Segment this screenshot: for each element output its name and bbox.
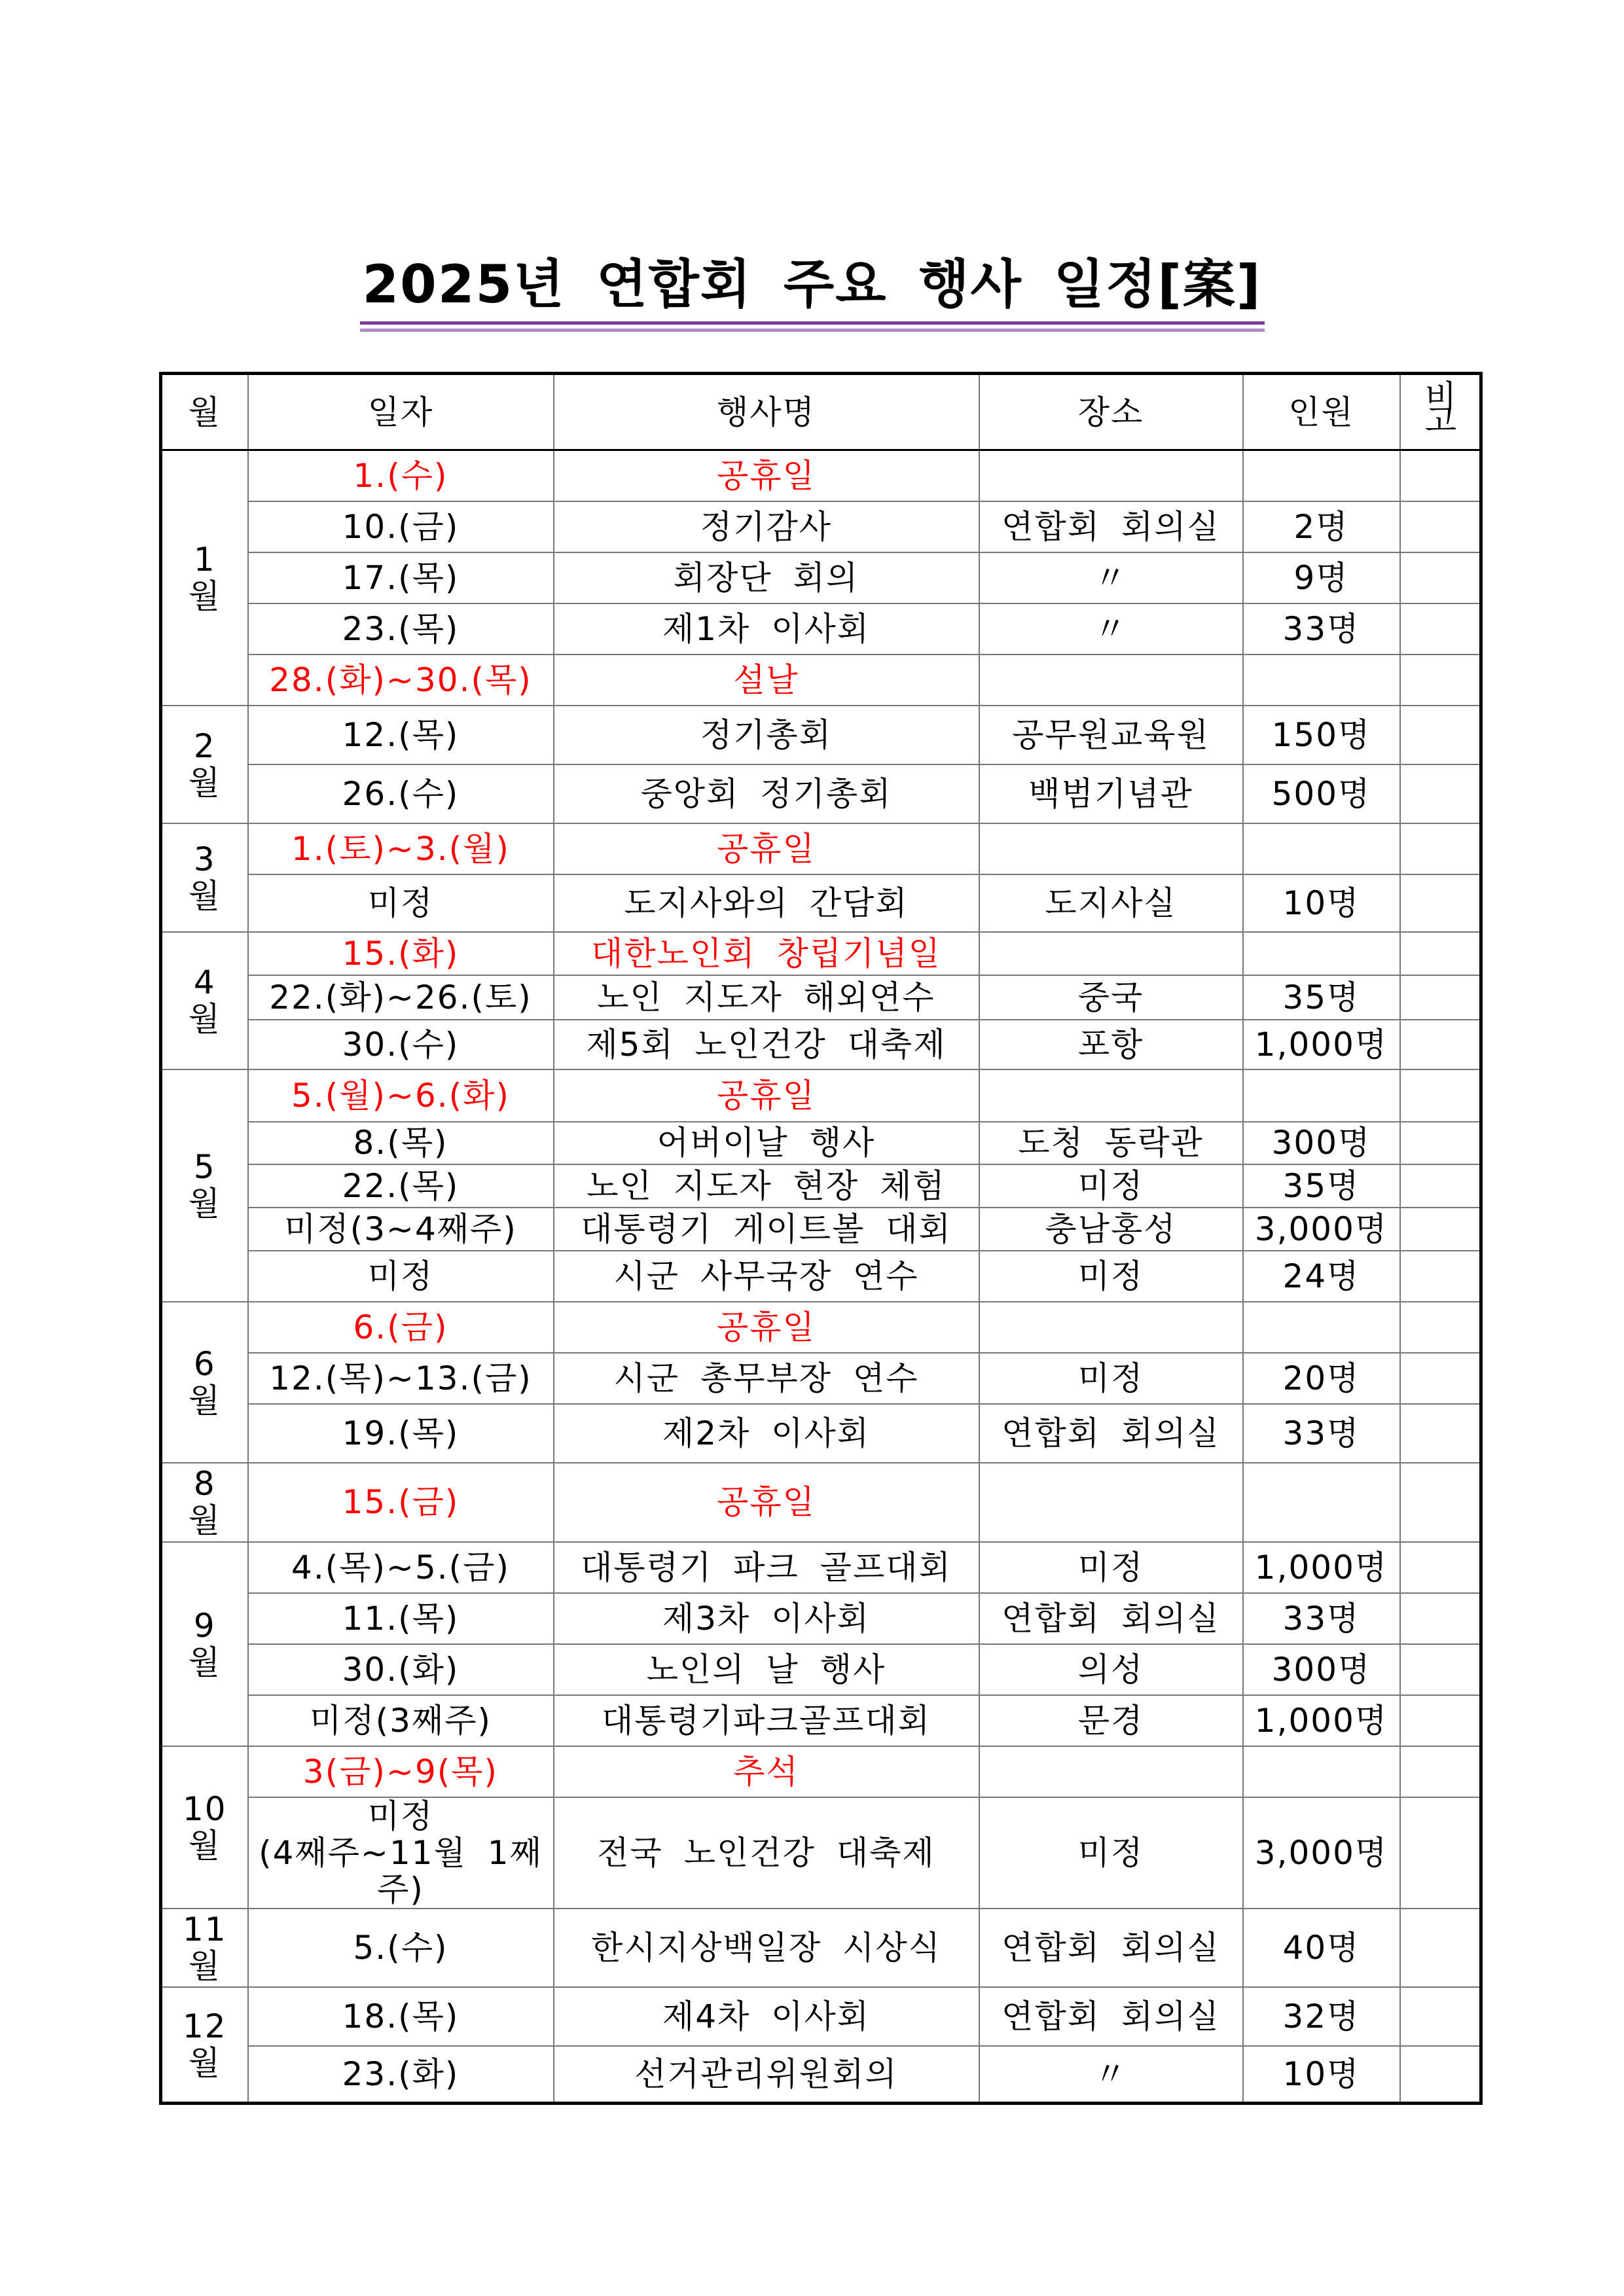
note-cell — [1400, 552, 1481, 603]
date-cell: 미정(3째주) — [248, 1695, 554, 1746]
event-cell: 한시지상백일장 시상식 — [554, 1909, 979, 1987]
people-cell — [1243, 655, 1400, 706]
note-cell — [1400, 1069, 1481, 1122]
date-cell: 23.(목) — [248, 603, 554, 655]
event-cell: 노인의 날 행사 — [554, 1644, 979, 1695]
month-number: 4 — [193, 963, 216, 1001]
month-cell — [161, 1746, 248, 1909]
table-row — [161, 1987, 1481, 2046]
month-unit: 월 — [188, 999, 221, 1038]
event-cell: 공휴일 — [554, 1463, 979, 1542]
header-note — [1400, 374, 1481, 450]
title-container — [0, 252, 1624, 325]
event-cell: 대통령기 게이트볼 대회 — [554, 1208, 979, 1251]
people-cell: 9명 — [1243, 552, 1400, 603]
place-cell: 미정 — [979, 1164, 1243, 1208]
event-cell: 어버이날 행사 — [554, 1122, 979, 1164]
month-number: 1 — [193, 540, 216, 579]
place-cell: 포항 — [979, 1020, 1243, 1069]
people-cell: 3,000명 — [1243, 1797, 1400, 1909]
date-cell — [248, 1797, 554, 1909]
table-row — [161, 450, 1481, 501]
place-cell: 연합회 회의실 — [979, 1987, 1243, 2046]
place-cell: 도지사실 — [979, 874, 1243, 932]
people-cell: 300명 — [1243, 1644, 1400, 1695]
place-cell — [979, 1069, 1243, 1122]
month-number: 5 — [193, 1148, 216, 1186]
date-cell: 23.(화) — [248, 2046, 554, 2104]
header-month: 월 — [161, 374, 248, 450]
people-cell: 1,000명 — [1243, 1542, 1400, 1593]
place-cell: 중국 — [979, 975, 1243, 1020]
people-cell: 500명 — [1243, 764, 1400, 823]
table-row — [161, 764, 1481, 823]
note-cell — [1400, 823, 1481, 874]
table-row — [161, 975, 1481, 1020]
month-unit: 월 — [188, 1501, 221, 1539]
people-cell: 1,000명 — [1243, 1020, 1400, 1069]
date-cell: 15.(화) — [248, 932, 554, 975]
note-cell — [1400, 1302, 1481, 1353]
table-row — [161, 1404, 1481, 1463]
event-cell: 추석 — [554, 1746, 979, 1797]
note-cell — [1400, 1797, 1481, 1909]
event-cell: 대한노인회 창립기념일 — [554, 932, 979, 975]
event-cell: 공휴일 — [554, 1302, 979, 1353]
event-cell: 대통령기파크골프대회 — [554, 1695, 979, 1746]
schedule-table — [159, 372, 1483, 2105]
event-cell: 시군 총무부장 연수 — [554, 1353, 979, 1404]
date-cell: 18.(목) — [248, 1987, 554, 2046]
month-number: 12 — [182, 2007, 227, 2045]
month-cell — [161, 1302, 248, 1463]
month-cell — [161, 932, 248, 1069]
date-cell: 5.(월)~6.(화) — [248, 1069, 554, 1122]
table-row — [161, 1208, 1481, 1251]
table-row — [161, 1463, 1481, 1542]
month-cell — [161, 823, 248, 932]
event-cell: 제4차 이사회 — [554, 1987, 979, 2046]
note-cell — [1400, 1353, 1481, 1404]
event-cell: 회장단 회의 — [554, 552, 979, 603]
people-cell — [1243, 450, 1400, 501]
date-cell: 미정 — [248, 874, 554, 932]
event-cell: 공휴일 — [554, 1069, 979, 1122]
table-row — [161, 1164, 1481, 1208]
date-cell: 22.(목) — [248, 1164, 554, 1208]
people-cell: 3,000명 — [1243, 1208, 1400, 1251]
month-unit: 월 — [188, 876, 221, 915]
month-cell — [161, 1463, 248, 1542]
note-cell — [1400, 1593, 1481, 1644]
note-cell — [1400, 1695, 1481, 1746]
note-cell — [1400, 1020, 1481, 1069]
note-cell — [1400, 932, 1481, 975]
table-row — [161, 1542, 1481, 1593]
table-row — [161, 1122, 1481, 1164]
note-cell — [1400, 603, 1481, 655]
table-row — [161, 1302, 1481, 1353]
place-cell: 백범기념관 — [979, 764, 1243, 823]
people-cell: 33명 — [1243, 1593, 1400, 1644]
month-unit: 월 — [188, 763, 221, 802]
note-cell — [1400, 1909, 1481, 1987]
place-cell: 미정 — [979, 1353, 1243, 1404]
note-cell — [1400, 1164, 1481, 1208]
date-cell: 8.(목) — [248, 1122, 554, 1164]
note-cell — [1400, 655, 1481, 706]
month-unit: 월 — [188, 1946, 221, 1985]
date-cell: 26.(수) — [248, 764, 554, 823]
month-number: 3 — [193, 840, 216, 878]
place-cell: 미정 — [979, 1251, 1243, 1302]
table-row — [161, 1593, 1481, 1644]
date-line-1: 미정 — [367, 1797, 434, 1835]
people-cell: 32명 — [1243, 1987, 1400, 2046]
event-cell: 제2차 이사회 — [554, 1404, 979, 1463]
note-cell — [1400, 1987, 1481, 2046]
date-cell: 미정(3~4째주) — [248, 1208, 554, 1251]
event-cell: 제5회 노인건강 대축제 — [554, 1020, 979, 1069]
people-cell: 1,000명 — [1243, 1695, 1400, 1746]
note-cell — [1400, 1542, 1481, 1593]
table-row — [161, 1909, 1481, 1987]
month-number: 8 — [193, 1465, 216, 1503]
place-cell — [979, 655, 1243, 706]
note-cell — [1400, 764, 1481, 823]
people-cell — [1243, 823, 1400, 874]
month-cell — [161, 1909, 248, 1987]
place-cell: 연합회 회의실 — [979, 1909, 1243, 1987]
event-cell: 정기총회 — [554, 706, 979, 764]
date-cell: 10.(금) — [248, 501, 554, 552]
header-note-text: 비고 — [1424, 378, 1458, 440]
event-cell: 시군 사무국장 연수 — [554, 1251, 979, 1302]
place-cell: 도청 동락관 — [979, 1122, 1243, 1164]
header-people: 인원 — [1243, 374, 1400, 450]
place-cell: 문경 — [979, 1695, 1243, 1746]
note-cell — [1400, 1122, 1481, 1164]
month-cell — [161, 450, 248, 706]
table-row — [161, 874, 1481, 932]
place-cell — [979, 1463, 1243, 1542]
event-cell: 공휴일 — [554, 823, 979, 874]
month-cell — [161, 1542, 248, 1746]
people-cell — [1243, 932, 1400, 975]
month-cell — [161, 706, 248, 823]
people-cell: 35명 — [1243, 975, 1400, 1020]
event-cell: 노인 지도자 현장 체험 — [554, 1164, 979, 1208]
place-cell: 미정 — [979, 1542, 1243, 1593]
header-date: 일자 — [248, 374, 554, 450]
event-cell: 중앙회 정기총회 — [554, 764, 979, 823]
page-title: 2025년 연합회 주요 행사 일정[案] — [360, 252, 1265, 325]
month-number: 11 — [182, 1910, 227, 1948]
place-cell: 공무원교육원 — [979, 706, 1243, 764]
table-row — [161, 1251, 1481, 1302]
date-cell: 28.(화)~30.(목) — [248, 655, 554, 706]
table-row — [161, 1353, 1481, 1404]
table-row — [161, 932, 1481, 975]
date-cell: 5.(수) — [248, 1909, 554, 1987]
month-number: 9 — [193, 1606, 216, 1645]
note-cell — [1400, 1251, 1481, 1302]
people-cell — [1243, 1069, 1400, 1122]
month-number: 6 — [193, 1344, 216, 1383]
date-line-2: (4째주~11월 1째주) — [259, 1833, 543, 1909]
event-cell: 선거관리위원회의 — [554, 2046, 979, 2104]
place-cell — [979, 450, 1243, 501]
people-cell: 33명 — [1243, 603, 1400, 655]
month-unit: 월 — [188, 577, 221, 615]
date-cell: 30.(화) — [248, 1644, 554, 1695]
date-cell: 17.(목) — [248, 552, 554, 603]
note-cell — [1400, 450, 1481, 501]
people-cell: 2명 — [1243, 501, 1400, 552]
event-cell: 대통령기 파크 골프대회 — [554, 1542, 979, 1593]
place-cell: 연합회 회의실 — [979, 501, 1243, 552]
note-cell — [1400, 975, 1481, 1020]
note-cell — [1400, 874, 1481, 932]
event-cell: 전국 노인건강 대축제 — [554, 1797, 979, 1909]
place-cell: 연합회 회의실 — [979, 1404, 1243, 1463]
month-number: 2 — [193, 726, 216, 765]
event-cell: 도지사와의 간담회 — [554, 874, 979, 932]
event-cell: 정기감사 — [554, 501, 979, 552]
note-cell — [1400, 1746, 1481, 1797]
table-row — [161, 603, 1481, 655]
date-cell: 12.(목) — [248, 706, 554, 764]
date-cell: 15.(금) — [248, 1463, 554, 1542]
table-row — [161, 1797, 1481, 1909]
place-cell: 미정 — [979, 1797, 1243, 1909]
date-cell: 3(금)~9(목) — [248, 1746, 554, 1797]
table-row — [161, 1020, 1481, 1069]
place-cell — [979, 823, 1243, 874]
people-cell: 33명 — [1243, 1404, 1400, 1463]
month-unit: 월 — [188, 1381, 221, 1420]
date-cell: 미정 — [248, 1251, 554, 1302]
table-row — [161, 2046, 1481, 2104]
place-cell: 충남홍성 — [979, 1208, 1243, 1251]
header-place: 장소 — [979, 374, 1243, 450]
note-cell — [1400, 2046, 1481, 2104]
date-cell: 6.(금) — [248, 1302, 554, 1353]
people-cell: 35명 — [1243, 1164, 1400, 1208]
note-cell — [1400, 706, 1481, 764]
event-cell: 설날 — [554, 655, 979, 706]
note-cell — [1400, 1463, 1481, 1542]
table-row — [161, 552, 1481, 603]
place-cell — [979, 932, 1243, 975]
place-cell — [979, 1746, 1243, 1797]
place-cell: 연합회 회의실 — [979, 1593, 1243, 1644]
people-cell: 20명 — [1243, 1353, 1400, 1404]
table-row — [161, 706, 1481, 764]
month-unit: 월 — [188, 2043, 221, 2082]
note-cell — [1400, 1404, 1481, 1463]
people-cell: 300명 — [1243, 1122, 1400, 1164]
date-cell: 1.(수) — [248, 450, 554, 501]
note-cell — [1400, 1644, 1481, 1695]
table-row — [161, 1695, 1481, 1746]
place-cell: 의성 — [979, 1644, 1243, 1695]
people-cell — [1243, 1463, 1400, 1542]
note-cell — [1400, 1208, 1481, 1251]
event-cell: 공휴일 — [554, 450, 979, 501]
month-cell — [161, 1987, 248, 2104]
people-cell: 150명 — [1243, 706, 1400, 764]
place-cell: 〃 — [979, 603, 1243, 655]
date-cell: 19.(목) — [248, 1404, 554, 1463]
header-row — [161, 374, 1481, 450]
place-cell — [979, 1302, 1243, 1353]
people-cell — [1243, 1302, 1400, 1353]
people-cell: 10명 — [1243, 874, 1400, 932]
event-cell: 제3차 이사회 — [554, 1593, 979, 1644]
people-cell — [1243, 1746, 1400, 1797]
month-number: 10 — [182, 1789, 227, 1828]
month-unit: 월 — [188, 1826, 221, 1865]
date-cell: 22.(화)~26.(토) — [248, 975, 554, 1020]
table-row — [161, 501, 1481, 552]
date-cell: 11.(목) — [248, 1593, 554, 1644]
month-unit: 월 — [188, 1185, 221, 1223]
place-cell: 〃 — [979, 552, 1243, 603]
people-cell: 10명 — [1243, 2046, 1400, 2104]
date-cell: 1.(토)~3.(월) — [248, 823, 554, 874]
event-cell: 제1차 이사회 — [554, 603, 979, 655]
people-cell: 24명 — [1243, 1251, 1400, 1302]
table-row — [161, 823, 1481, 874]
table-row — [161, 1069, 1481, 1122]
header-event: 행사명 — [554, 374, 979, 450]
date-cell: 4.(목)~5.(금) — [248, 1542, 554, 1593]
date-cell: 12.(목)~13.(금) — [248, 1353, 554, 1404]
note-cell — [1400, 501, 1481, 552]
schedule-body — [161, 450, 1481, 2104]
event-cell: 노인 지도자 해외연수 — [554, 975, 979, 1020]
table-row — [161, 1644, 1481, 1695]
month-cell — [161, 1069, 248, 1302]
month-unit: 월 — [188, 1643, 221, 1681]
place-cell: 〃 — [979, 2046, 1243, 2104]
table-row — [161, 1746, 1481, 1797]
people-cell: 40명 — [1243, 1909, 1400, 1987]
table-row — [161, 655, 1481, 706]
date-cell: 30.(수) — [248, 1020, 554, 1069]
